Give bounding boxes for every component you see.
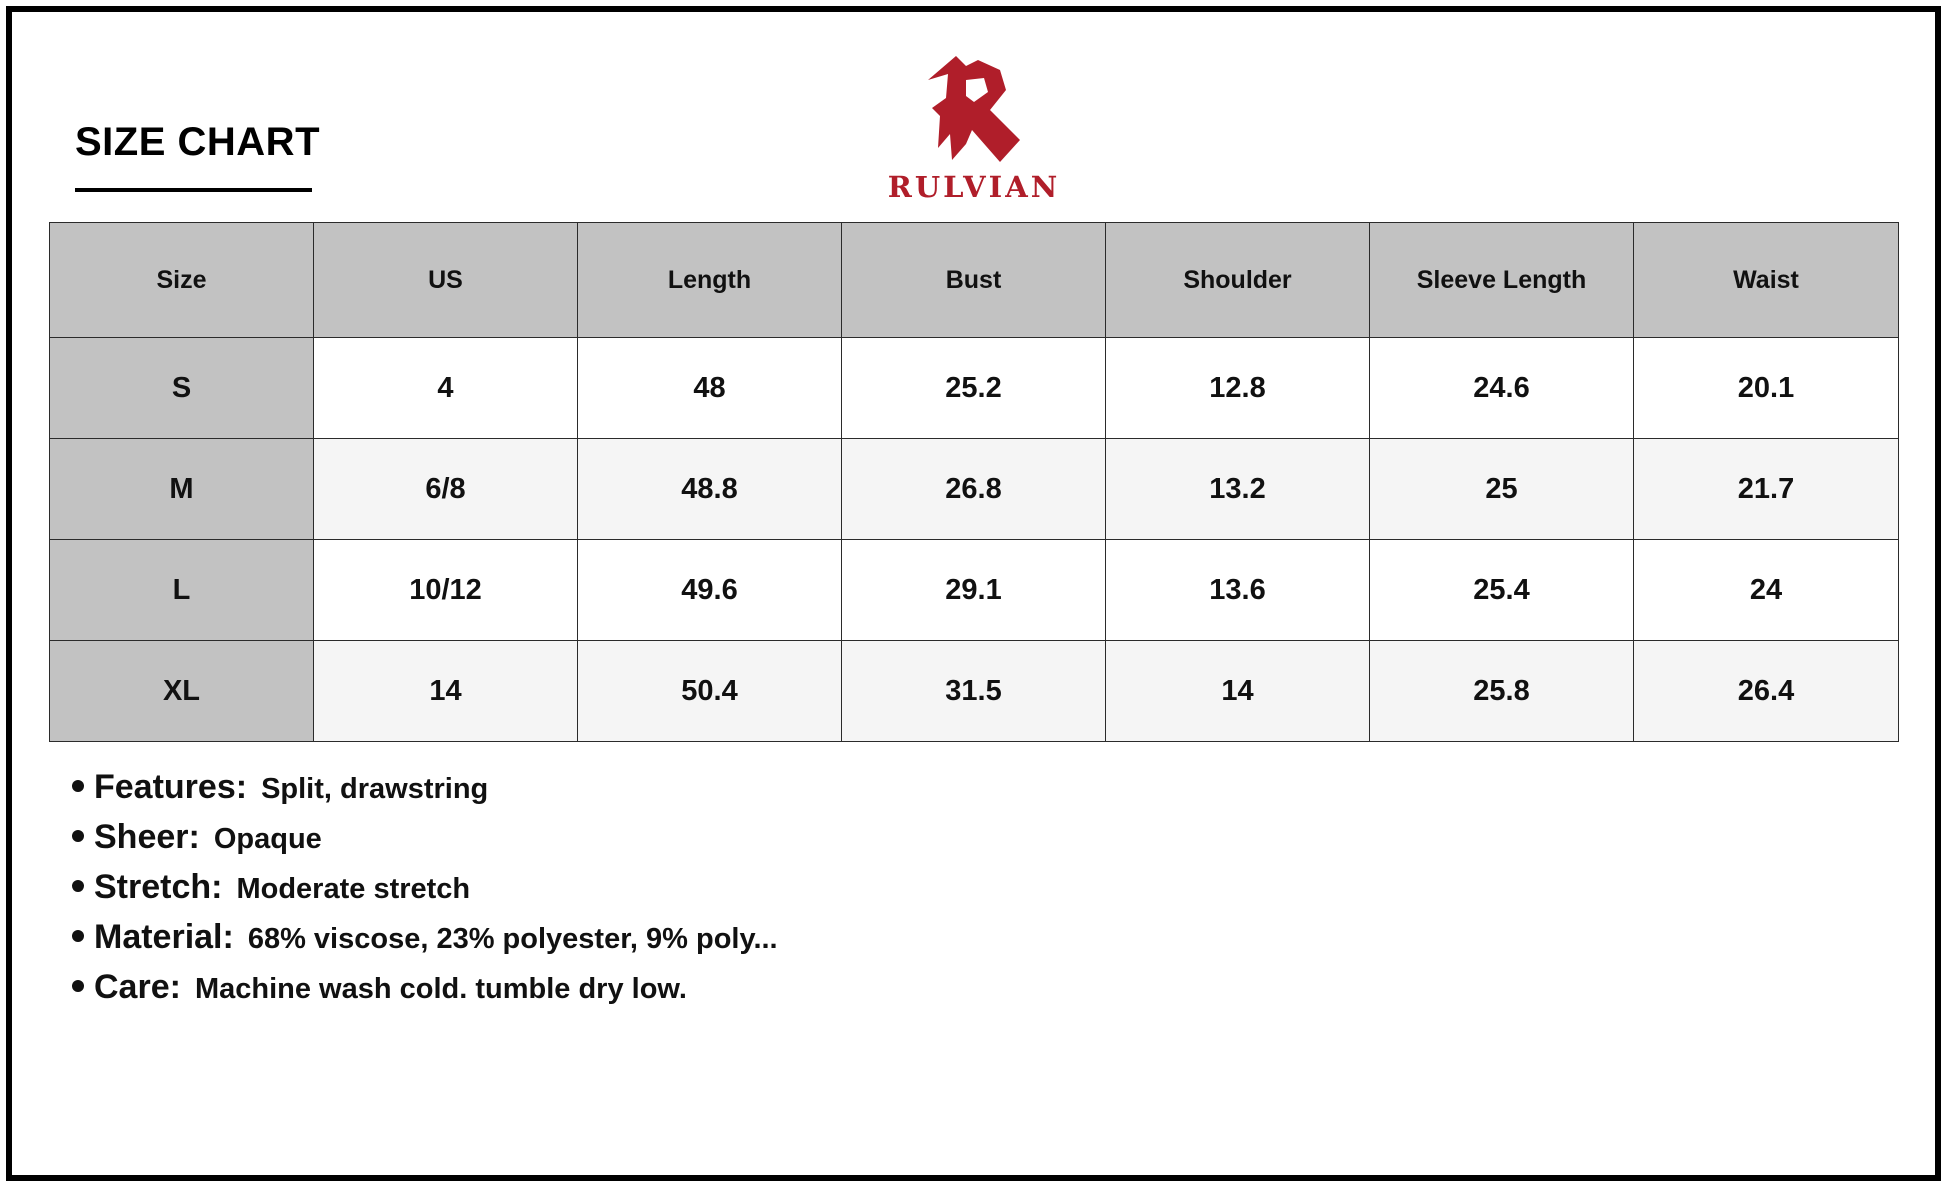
table-cell: 50.4 [578,641,842,742]
header-waist: Waist [1634,223,1899,338]
table-cell: 13.6 [1106,540,1370,641]
table-cell: 6/8 [314,439,578,540]
bullet-icon [72,980,84,992]
list-item [72,768,778,818]
table-cell: 25.2 [842,338,1106,439]
table-cell: 24.6 [1370,338,1634,439]
list-item [72,918,778,968]
table-row [50,338,1899,439]
table-cell: 14 [314,641,578,742]
table-cell: 49.6 [578,540,842,641]
feature-value: 68% viscose, 23% polyester, 9% poly... [247,923,778,955]
table-cell: 20.1 [1634,338,1899,439]
table-cell: 48.8 [578,439,842,540]
table-cell-size: L [50,540,314,641]
brand-logo [876,52,1072,204]
table-cell: 48 [578,338,842,439]
table-cell-size: M [50,439,314,540]
list-item [72,968,778,1018]
feature-label: Material: [94,918,234,956]
table-row [50,439,1899,540]
table-cell: 25.8 [1370,641,1634,742]
feature-value: Split, drawstring [261,773,489,805]
header-us: US [314,223,578,338]
feature-label: Care: [94,968,181,1006]
bullet-icon [72,830,84,842]
table-row [50,641,1899,742]
feature-value: Machine wash cold. tumble dry low. [194,973,687,1005]
page-title: SIZE CHART [75,120,320,164]
table-header-row [50,223,1899,338]
table-cell: 10/12 [314,540,578,641]
table-cell: 29.1 [842,540,1106,641]
header-shoulder: Shoulder [1106,223,1370,338]
table-row [50,540,1899,641]
rulvian-r-logo-icon [926,52,1022,164]
feature-label: Sheer: [94,818,200,856]
header-size: Size [50,223,314,338]
table-cell-size: S [50,338,314,439]
table-cell: 25 [1370,439,1634,540]
size-table [49,222,1899,742]
feature-list [72,768,778,1018]
bullet-icon [72,780,84,792]
bullet-icon [72,880,84,892]
header-bust: Bust [842,223,1106,338]
table-cell: 21.7 [1634,439,1899,540]
feature-label: Features: [94,768,248,806]
header-length: Length [578,223,842,338]
table-cell: 13.2 [1106,439,1370,540]
feature-value: Opaque [213,823,322,855]
header-sleeve-length: Sleeve Length [1370,223,1634,338]
table-cell: 31.5 [842,641,1106,742]
table-cell: 4 [314,338,578,439]
table-cell: 26.4 [1634,641,1899,742]
bullet-icon [72,930,84,942]
table-cell: 12.8 [1106,338,1370,439]
feature-label: Stretch: [94,868,223,906]
brand-name: RULVIAN [887,170,1061,204]
table-cell: 26.8 [842,439,1106,540]
table-cell-size: XL [50,641,314,742]
title-underline [75,188,312,192]
feature-value: Moderate stretch [236,873,471,905]
table-cell: 14 [1106,641,1370,742]
list-item [72,818,778,868]
list-item [72,868,778,918]
table-cell: 25.4 [1370,540,1634,641]
table-cell: 24 [1634,540,1899,641]
